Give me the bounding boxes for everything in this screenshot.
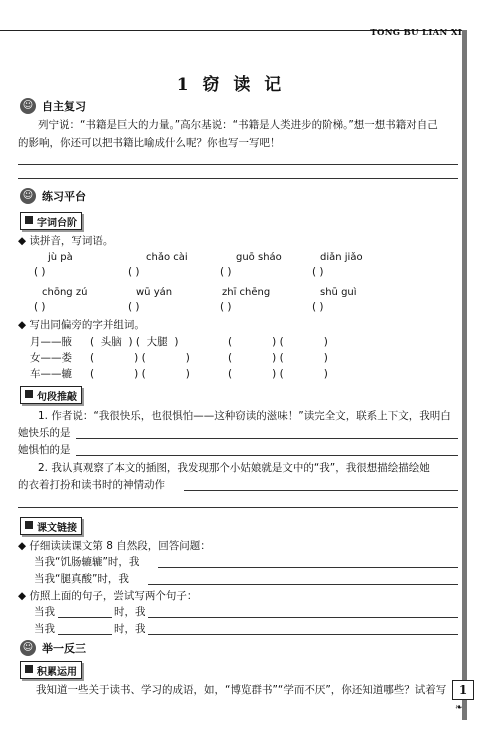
- answer-line[interactable]: [18, 164, 458, 165]
- hungry-sentence: 当我“饥肠辘辘”时，我: [34, 556, 140, 568]
- radical-answer-1[interactable]: ( ) ( ): [90, 352, 190, 364]
- tag-word-steps: 字词台阶: [20, 212, 82, 230]
- answer-line[interactable]: [148, 634, 458, 635]
- running-header: TONG BU LIAN XI: [370, 28, 462, 38]
- radical-example: 大腿: [146, 336, 168, 348]
- pinyin-1: jù pà: [48, 252, 73, 263]
- section-practice: [20, 188, 86, 204]
- smiley-icon: ☺: [20, 188, 36, 204]
- radical-answer-2[interactable]: ( ) ( ): [228, 336, 328, 348]
- instruction-imitate: ◆ 仿照上面的句子，尝试写两个句子：: [18, 590, 198, 602]
- answer-line[interactable]: [58, 617, 112, 618]
- answer-paren[interactable]: ( ): [128, 266, 140, 278]
- question-1: 1. 作者说：“我很快乐，也很惧怕——这种窃读的滋味！”读完全文，联系上下文，我明白: [38, 410, 451, 422]
- pinyin-6: wū yán: [136, 287, 173, 298]
- pinyin-2: chǎo cài: [146, 252, 188, 263]
- pinyin-3: guō sháo: [236, 252, 282, 263]
- answer-line[interactable]: [58, 634, 112, 635]
- question-1-fear-label: 她惧怕的是: [18, 444, 71, 456]
- radical-row-label: 车——辘: [30, 368, 72, 380]
- section-label: 练习平台: [42, 190, 86, 203]
- section-self-review: [20, 98, 86, 114]
- instruction-read: ◆ 仔细读读课文第 8 自然段，回答问题：: [18, 540, 211, 552]
- answer-line[interactable]: [18, 507, 458, 508]
- tag-accumulate: 积累运用: [20, 661, 82, 679]
- radical-answer-1[interactable]: ( ) ( ): [90, 368, 190, 380]
- idiom-prompt: 我知道一些关于读书、学习的成语，如，“博览群书”“学而不厌”，你还知道哪些？试着写: [36, 684, 447, 696]
- answer-line[interactable]: [148, 584, 458, 585]
- radical-row-label: 女——娄: [30, 352, 72, 364]
- imitate-1-start: 当我: [34, 606, 55, 618]
- legs-sentence: 当我“腿真酸”时，我: [34, 573, 129, 585]
- pinyin-5: chōng zú: [42, 287, 88, 298]
- pinyin-7: zhī chēng: [222, 287, 271, 298]
- question-2: 2. 我认真观察了本文的插图，我发现那个小姑娘就是文中的“我”，我很想描绘描绘她: [38, 462, 430, 474]
- tag-text-link: 课文链接: [20, 517, 82, 535]
- radical-answer-2[interactable]: ( ) ( ): [228, 368, 328, 380]
- section-label: 自主复习: [42, 100, 86, 113]
- answer-line[interactable]: [184, 490, 458, 491]
- instruction-radicals: ◆ 写出同偏旁的字并组词。: [18, 319, 145, 331]
- instruction-pinyin: ◆ 读拼音，写词语。: [18, 235, 114, 247]
- page-corner-ornament: ❧: [455, 703, 463, 713]
- page-number: 1: [452, 680, 474, 700]
- smiley-icon: ☺: [20, 640, 36, 656]
- answer-line[interactable]: [158, 567, 458, 568]
- page-edge-bar: [462, 30, 467, 720]
- section-label: 举一反三: [42, 642, 86, 655]
- imitate-1-mid: 时，我: [114, 606, 146, 618]
- imitate-2-start: 当我: [34, 623, 55, 635]
- tag-sentence-study: 句段推敲: [20, 386, 82, 404]
- pinyin-4: diǎn jiǎo: [320, 252, 363, 263]
- radical-example: 头脑: [100, 336, 122, 348]
- section-apply: [20, 640, 86, 656]
- radical-row-label: 月——腋: [30, 336, 72, 348]
- answer-paren[interactable]: ( ): [220, 266, 232, 278]
- radical-answer-2[interactable]: ( ) ( ): [228, 352, 328, 364]
- answer-line[interactable]: [148, 617, 458, 618]
- answer-paren[interactable]: ( ): [312, 301, 324, 313]
- lesson-title: 1 窃 读 记: [176, 75, 286, 95]
- imitate-2-mid: 时，我: [114, 623, 146, 635]
- answer-paren[interactable]: ( ): [34, 266, 46, 278]
- answer-paren[interactable]: ( ): [128, 301, 140, 313]
- smiley-icon: ☺: [20, 98, 36, 114]
- answer-line[interactable]: [76, 455, 458, 456]
- answer-paren[interactable]: ( ): [34, 301, 46, 313]
- pinyin-8: shū guì: [320, 287, 357, 298]
- answer-paren[interactable]: ( ): [312, 266, 324, 278]
- answer-paren[interactable]: ( ): [220, 301, 232, 313]
- question-2-cont: 的衣着打扮和读书时的神情动作: [18, 479, 165, 491]
- prompt-line-2: 的影响，你还可以把书籍比喻成什么呢？你也写一写吧！: [18, 137, 281, 149]
- prompt-line-1: 列宁说：“书籍是巨大的力量。”高尔基说：“书籍是人类进步的阶梯。”想一想书籍对自己: [38, 119, 438, 131]
- radical-answer-1[interactable]: ( 头脑 ) ( 大腿 ): [90, 336, 179, 348]
- question-1-happy-label: 她快乐的是: [18, 427, 71, 439]
- answer-line[interactable]: [76, 438, 458, 439]
- answer-line[interactable]: [18, 178, 458, 179]
